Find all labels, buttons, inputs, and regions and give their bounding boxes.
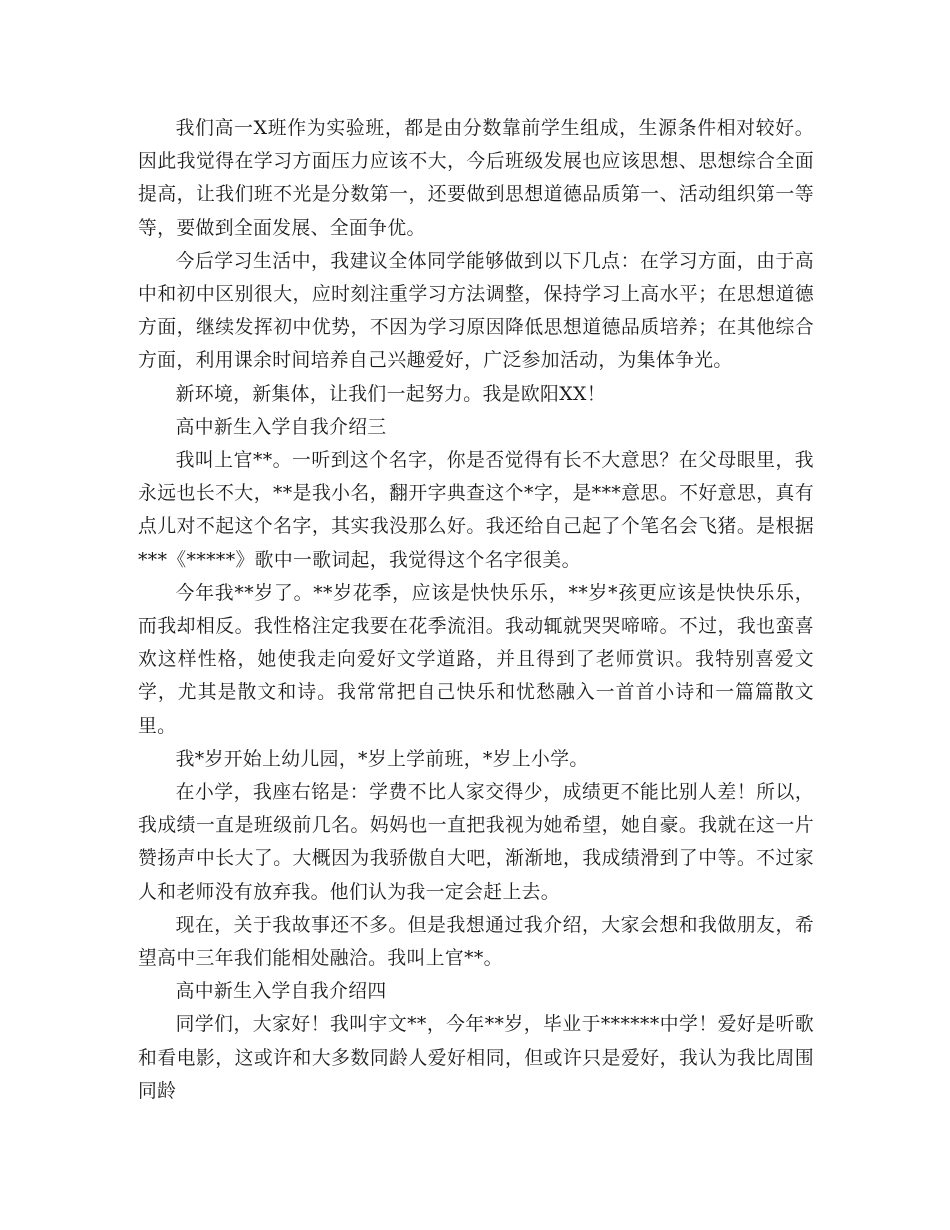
section-heading-4: 高中新生入学自我介绍四	[175, 981, 387, 1003]
paragraph-6: 我*岁开始上幼儿园，*岁上学前班，*岁上小学。	[175, 748, 589, 770]
document-page	[138, 112, 814, 1108]
paragraph-1: 我们高一X班作为实验班，都是由分数靠前学生组成，生源条件相对较好。因此我觉得在学习方面压力应该不大，今后班级发展也应该思想、思想综合全面提高，让我们班不光是分数第一，还要做到思想道德品质第一、活动组织第一等等，要做到全面发展、全面争优。	[138, 118, 814, 239]
paragraph-7: 在小学，我座右铭是：学费不比人家交得少，成绩更不能比别人差！所以，我成绩一直是班级前几名。妈妈也一直把我视为她希望，她自豪。我就在这一片赞扬声中长大了。大概因为我骄傲自大吧，渐渐地，我成绩滑到了中等。不过家人和老师没有放弃我。他们认为我一定会赶上去。	[138, 782, 814, 903]
paragraph-4: 我叫上官**。一听到这个名字，你是否觉得有长不大意思？在父母眼里，我永远也长不大，**是我小名，翻开字典查这个*字，是***意思。不好意思，真有点儿对不起这个名字，其实我没那么好。我还给自己起了个笔名会飞猪。是根据***《*****》歌中一歌词起，我觉得这个名字很美。	[138, 450, 814, 571]
paragraph-2: 今后学习生活中，我建议全体同学能够做到以下几点：在学习方面，由于高中和初中区别很大，应时刻注重学习方法调整，保持学习上高水平；在思想道德方面，继续发挥初中优势，不因为学习原因降低思想道德品质培养；在其他综合方面，利用课余时间培养自己兴趣爱好，广泛参加活动，为集体争光。	[138, 250, 814, 372]
paragraph-5: 今年我**岁了。**岁花季，应该是快快乐乐，**岁*孩更应该是快快乐乐，而我却相反。我性格注定我要在花季流泪。我动辄就哭哭啼啼。不过，我也蛮喜欢这样性格，她使我走向爱好文学道路，并且得到了老师赏识。我特别喜爱文学，尤其是散文和诗。我常常把自己快乐和忧愁融入一首首小诗和一篇篇散文里。	[138, 582, 814, 737]
paragraph-8: 现在，关于我故事还不多。但是我想通过我介绍，大家会想和我做朋友，希望高中三年我们能相处融洽。我叫上官**。	[138, 914, 814, 970]
paragraph-3: 新环境，新集体，让我们一起努力。我是欧阳XX！	[175, 383, 606, 405]
paragraph-9: 同学们，大家好！我叫宇文**，今年**岁，毕业于******中学！爱好是听歌和看电影，这或许和大多数同龄人爱好相同，但或许只是爱好，我认为我比周围同龄	[138, 1014, 814, 1102]
section-heading-3: 高中新生入学自我介绍三	[175, 416, 387, 438]
